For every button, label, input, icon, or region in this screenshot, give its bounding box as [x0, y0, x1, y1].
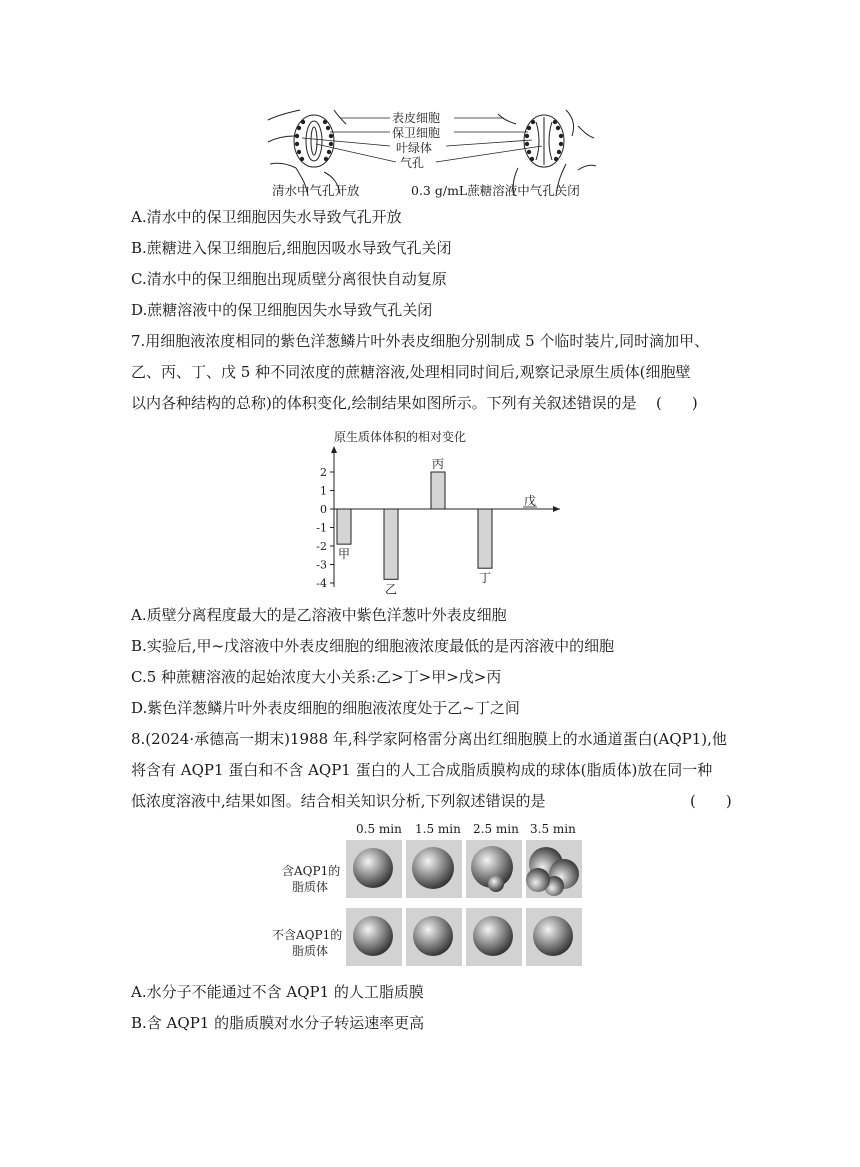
chart-category-label-戊: 戊 — [523, 494, 537, 508]
chart-bar-丁 — [478, 509, 492, 568]
q8-stem-line-1: 8.(2024·承德高一期末)1988 年,科学家阿格雷分离出红细胞膜上的水通道蛋白(AQP1),他 — [131, 730, 727, 748]
chart-bar-乙 — [384, 509, 398, 579]
chart-y-tick-label: 2 — [320, 466, 327, 479]
row-label-without-aqp1-line1: 不含AQP1的 — [272, 928, 343, 942]
liposome-figure — [268, 820, 588, 970]
chart-y-tick-label: -1 — [316, 521, 327, 535]
chart-title: 原生质体体积的相对变化 — [334, 430, 467, 444]
label-epidermal-cell: 表皮细胞 — [392, 111, 441, 125]
chart-bars — [337, 472, 492, 579]
chart-bar-丙 — [431, 472, 445, 509]
q8-option-a: A.水分子不能通过不含 AQP1 的人工脂质膜 — [131, 983, 424, 1001]
q7-option-b: B.实验后,甲~戊溶液中外表皮细胞的细胞液浓度最低的是丙溶液中的细胞 — [131, 637, 615, 655]
chart-y-tick-label: -4 — [316, 577, 327, 590]
time-label-1-5: 1.5 min — [415, 822, 461, 836]
chart-y-tick-label: 1 — [320, 484, 327, 498]
q8-stem-line-3: 低浓度溶液中,结果如图。结合相关知识分析,下列叙述错误的是 — [131, 792, 546, 810]
chart-y-tick-label: -3 — [316, 558, 327, 572]
chart-axes — [331, 446, 560, 587]
stomata-caption-closed: 0.3 g/mL蔗糖溶液中气孔关闭 — [411, 183, 580, 198]
chart-category-label-丁: 丁 — [478, 571, 492, 586]
time-label-2-5: 2.5 min — [473, 822, 519, 836]
chart-bar-甲 — [337, 509, 351, 544]
q8-option-b: B.含 AQP1 的脂质膜对水分子转运速率更高 — [131, 1014, 425, 1032]
row-label-without-aqp1-line2: 脂质体 — [292, 944, 329, 958]
q8-stem-line-2: 将含有 AQP1 蛋白和不含 AQP1 蛋白的人工合成脂质膜构成的球体(脂质体)放在同一种 — [131, 761, 713, 779]
q7-option-d: D.紫色洋葱鳞片叶外表皮细胞的细胞液浓度处于乙~丁之间 — [131, 699, 520, 717]
label-stoma: 气孔 — [400, 156, 425, 170]
q7-stem-line-1: 7.用细胞液浓度相同的紫色洋葱鳞片叶外表皮细胞分别制成 5 个临时装片,同时滴加甲、 — [131, 332, 710, 350]
time-label-0-5: 0.5 min — [356, 822, 402, 836]
chart-category-label-甲: 甲 — [337, 547, 351, 562]
q8-answer-blank: ( ) — [690, 792, 732, 810]
q7-option-a: A.质壁分离程度最大的是乙溶液中紫色洋葱叶外表皮细胞 — [131, 606, 507, 624]
q7-stem-line-2: 乙、丙、丁、戊 5 种不同浓度的蔗糖溶液,处理相同时间后,观察记录原生质体(细胞壁 — [131, 363, 691, 381]
q6-option-c: C.清水中的保卫细胞出现质壁分离很快自动复原 — [131, 270, 447, 288]
row-label-with-aqp1-line2: 脂质体 — [292, 880, 329, 894]
q7-option-c: C.5 种蔗糖溶液的起始浓度大小关系:乙>丁>甲>戊>丙 — [131, 668, 502, 686]
protoplast-volume-chart — [290, 425, 590, 595]
q7-answer-blank: ( ) — [656, 394, 698, 412]
chart-category-label-乙: 乙 — [384, 582, 398, 595]
q6-option-d: D.蔗糖溶液中的保卫细胞因失水导致气孔关闭 — [131, 301, 433, 319]
chart-y-axis-arrow — [331, 446, 337, 453]
chart-y-ticks — [316, 466, 334, 590]
stomata-caption-open: 清水中气孔开放 — [272, 183, 360, 198]
row-label-with-aqp1-line1: 含AQP1的 — [282, 864, 341, 878]
chart-x-axis-arrow — [553, 506, 560, 512]
q7-stem-line-3: 以内各种结构的总称)的体积变化,绘制结果如图所示。下列有关叙述错误的是 — [131, 394, 637, 412]
q6-option-b: B.蔗糖进入保卫细胞后,细胞因吸水导致气孔关闭 — [131, 239, 452, 257]
liposome-image-grid — [346, 840, 586, 968]
q6-option-a: A.清水中的保卫细胞因失水导致气孔开放 — [131, 208, 402, 226]
time-label-3-5: 3.5 min — [530, 822, 576, 836]
chart-y-tick-label: -2 — [316, 540, 327, 553]
label-chloroplast: 叶绿体 — [396, 141, 433, 155]
label-guard-cell: 保卫细胞 — [392, 126, 441, 140]
chart-y-tick-label: 0 — [320, 503, 327, 516]
chart-category-label-丙: 丙 — [431, 457, 445, 471]
